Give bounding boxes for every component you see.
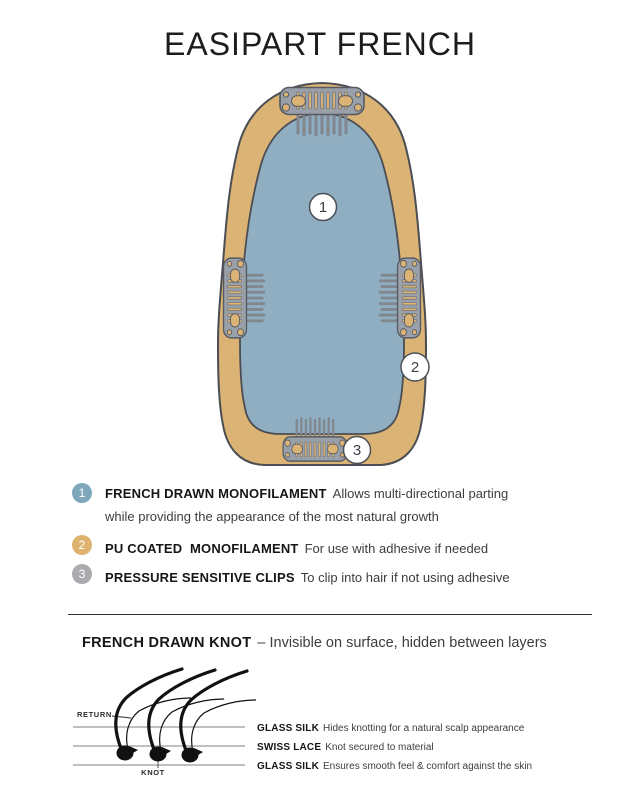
legend-item-1-description-line1: Allows multi-directional parting: [332, 486, 509, 501]
layer-2-description: Knot secured to material: [325, 742, 434, 753]
layer-label-glass-silk-bottom: [257, 761, 532, 772]
legend-item-3: [105, 566, 600, 589]
layer-label-swiss-lace: [257, 742, 434, 753]
legend-item-2: [105, 537, 600, 560]
hair-strand-3: [181, 671, 247, 753]
legend-item-3-label: PRESSURE SENSITIVE CLIPS: [105, 570, 295, 585]
knot-blobs: [117, 746, 204, 763]
legend-bullet-2: 2: [72, 535, 92, 555]
callout-3-number: 3: [352, 442, 362, 459]
legend-item-1-description-line2: while providing the appearance of the most natural growth: [105, 509, 439, 524]
callout-1-number: 1: [318, 199, 328, 216]
section-divider: [68, 614, 592, 615]
hair-strand-3-return: [192, 700, 256, 752]
page-title: EASIPART FRENCH: [164, 26, 476, 62]
callout-1: [310, 194, 337, 221]
legend-item-2-description: For use with adhesive if needed: [304, 541, 489, 556]
knot-label: KNOT: [141, 768, 165, 777]
legend-item-1: [105, 482, 600, 528]
hair-strand-1: [116, 669, 182, 751]
callout-3: [344, 437, 371, 464]
legend-item-2-label: PU COATED MONOFILAMENT: [105, 541, 299, 556]
layer-3-description: Ensures smooth feel & comfort against the skin: [323, 761, 533, 772]
return-label: RETURN: [77, 710, 112, 719]
callout-2-number: 2: [410, 359, 420, 376]
knot-heading-label: FRENCH DRAWN KNOT: [82, 635, 252, 651]
legend-bullet-1: 1: [72, 483, 92, 503]
legend-item-3-description: To clip into hair if not using adhesive: [300, 570, 510, 585]
layer-1-label: GLASS SILK: [257, 723, 320, 734]
legend-item-1-label: FRENCH DRAWN MONOFILAMENT: [105, 486, 327, 501]
legend-bullet-3: 3: [72, 564, 92, 584]
knot-heading-description: – Invisible on surface, hidden between layers: [257, 635, 547, 651]
layer-3-label: GLASS SILK: [257, 761, 320, 772]
hair-strands: [116, 669, 256, 753]
monofilament-center-shape: [240, 113, 404, 434]
layer-2-label: SWISS LACE: [257, 742, 322, 753]
callout-2: [401, 353, 429, 381]
knot-section-heading: [82, 635, 547, 651]
layer-label-glass-silk-top: [257, 723, 524, 734]
layer-1-description: Hides knotting for a natural scalp appearance: [323, 723, 525, 734]
